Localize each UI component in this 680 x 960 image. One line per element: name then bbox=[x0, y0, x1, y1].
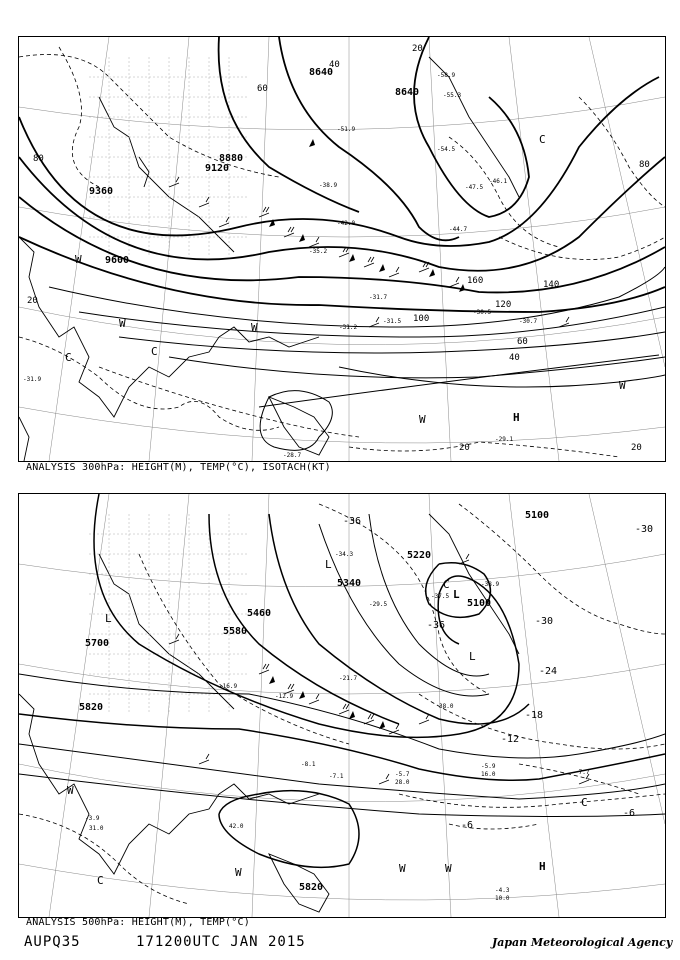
isotherm-label: -24 bbox=[539, 666, 558, 677]
graticule bbox=[19, 37, 665, 461]
height-label: 9360 bbox=[89, 186, 114, 197]
temperature-values bbox=[23, 72, 537, 459]
chart-500hpa bbox=[18, 493, 666, 918]
isotach-label: 80 bbox=[33, 154, 44, 164]
isotherm-label: -30 bbox=[635, 524, 654, 535]
warm-center: W bbox=[251, 321, 258, 334]
isotherm-label: -30 bbox=[535, 616, 554, 627]
isotherm-label: -36 bbox=[343, 516, 362, 527]
station-value: -21.7 bbox=[339, 675, 358, 682]
height-label: 5580 bbox=[223, 626, 248, 637]
height-contours-secondary bbox=[19, 514, 665, 817]
cold-center: C bbox=[443, 578, 450, 591]
temp-value: -35.2 bbox=[309, 248, 328, 255]
station-value: -7.7 bbox=[575, 769, 590, 776]
isotachs bbox=[49, 267, 665, 450]
warm-center: W bbox=[445, 862, 452, 875]
height-label: 8640 bbox=[395, 87, 420, 98]
height-label: 8880 bbox=[219, 153, 244, 164]
temp-value: -47.5 bbox=[465, 184, 484, 191]
height-contours bbox=[19, 37, 665, 312]
temp-value: -42.0 bbox=[337, 220, 356, 227]
height-label: 5100 bbox=[525, 510, 550, 521]
height-label: 5700 bbox=[85, 638, 110, 649]
temp-value: -51.9 bbox=[337, 126, 356, 133]
chart-300hpa-caption: ANALYSIS 300hPa: HEIGHT(M), TEMP(°C), ISOTACH(KT) bbox=[26, 462, 331, 473]
station-value: -12.9 bbox=[275, 693, 294, 700]
station-value: -5.9 bbox=[481, 763, 496, 770]
temp-value: -31.7 bbox=[369, 294, 388, 301]
station-value: -34.3 bbox=[335, 551, 354, 558]
height-label: 5340 bbox=[337, 578, 362, 589]
warm-center: W bbox=[399, 862, 406, 875]
low-center: L bbox=[453, 588, 460, 601]
chart-300hpa-map bbox=[19, 37, 665, 461]
station-value: -4.3 bbox=[495, 887, 510, 894]
isotach-label: 60 bbox=[257, 84, 268, 94]
station-value: -29.5 bbox=[369, 601, 388, 608]
station-value: -16.9 bbox=[219, 683, 238, 690]
isotach-label: 100 bbox=[413, 314, 430, 324]
warm-center: W bbox=[119, 317, 126, 330]
isotherm-label: -6 bbox=[623, 808, 636, 819]
cold-center: C bbox=[65, 351, 72, 364]
station-value: 38.0 bbox=[439, 703, 454, 710]
agency-name: Japan Meteorological Agency bbox=[492, 936, 673, 949]
low-center: L bbox=[325, 558, 332, 571]
temp-value: -31.9 bbox=[23, 376, 42, 383]
temp-value: -29.1 bbox=[495, 436, 514, 443]
station-value: -5.7 bbox=[395, 771, 410, 778]
isotach-label: 160 bbox=[467, 276, 484, 286]
isotach-label: 20 bbox=[459, 443, 470, 453]
temp-value: -30.5 bbox=[473, 309, 492, 316]
isotach-label: 60 bbox=[517, 337, 528, 347]
warm-center: W bbox=[619, 379, 626, 392]
isotherms bbox=[19, 504, 665, 904]
station-value: 10.0 bbox=[495, 895, 510, 902]
station-value: -3.9 bbox=[85, 815, 100, 822]
chart-500hpa-map bbox=[19, 494, 665, 917]
height-label: 5220 bbox=[407, 550, 432, 561]
station-value: 31.0 bbox=[89, 825, 104, 832]
station-value: -7.1 bbox=[329, 773, 344, 780]
warm-center: W bbox=[75, 253, 82, 266]
station-value: 28.0 bbox=[395, 779, 410, 786]
wind-barbs bbox=[169, 554, 589, 784]
low-center: L bbox=[105, 612, 112, 625]
isotherm-label: -6 bbox=[461, 820, 474, 831]
temp-value: -31.2 bbox=[339, 324, 358, 331]
cold-center: C bbox=[97, 874, 104, 887]
valid-time: 171200UTC JAN 2015 bbox=[136, 934, 306, 950]
station-value: 42.0 bbox=[229, 823, 244, 830]
isotach-label: 120 bbox=[495, 300, 512, 310]
height-label: 5100 bbox=[467, 598, 492, 609]
warm-center: W bbox=[67, 784, 74, 797]
high-center: H bbox=[539, 860, 546, 873]
station-value: 16.0 bbox=[481, 771, 496, 778]
station-value: -37.5 bbox=[431, 593, 450, 600]
height-label: 8640 bbox=[309, 67, 334, 78]
chart-300hpa bbox=[18, 36, 666, 462]
chart-id: AUPQ35 bbox=[24, 934, 81, 950]
centre-markers bbox=[67, 558, 588, 887]
isotach-label: 140 bbox=[543, 280, 560, 290]
isotach-label: 40 bbox=[329, 60, 340, 70]
height-label: 5460 bbox=[247, 608, 272, 619]
temp-value: -44.7 bbox=[449, 226, 468, 233]
isotach-label: 20 bbox=[631, 443, 642, 453]
temp-value: -58.9 bbox=[437, 72, 456, 79]
isotach-label: 40 bbox=[509, 353, 520, 363]
height-label: 9120 bbox=[205, 163, 230, 174]
cold-center: C bbox=[539, 133, 546, 146]
temp-value: -54.5 bbox=[437, 146, 456, 153]
isotherm-label: -36 bbox=[427, 620, 446, 631]
temp-value: -46.1 bbox=[489, 178, 508, 185]
coastlines bbox=[19, 57, 519, 461]
isotach-label: 20 bbox=[412, 44, 423, 54]
height-label: 5820 bbox=[299, 882, 324, 893]
cold-center: C bbox=[581, 796, 588, 809]
height-label: 9600 bbox=[105, 255, 130, 266]
isotach-label: 80 bbox=[639, 160, 650, 170]
station-value: -38.9 bbox=[481, 581, 500, 588]
station-value: -8.1 bbox=[301, 761, 316, 768]
warm-center: W bbox=[235, 866, 242, 879]
high-center: H bbox=[513, 411, 520, 424]
chart-500hpa-caption: ANALYSIS 500hPa: HEIGHT(M), TEMP(°C) bbox=[26, 917, 250, 928]
height-labels bbox=[79, 510, 549, 893]
isotach-labels bbox=[27, 44, 650, 453]
temp-value: -38.9 bbox=[319, 182, 338, 189]
isotherm-label: -18 bbox=[525, 710, 544, 721]
isotach-label: 20 bbox=[27, 296, 38, 306]
temp-value: -31.5 bbox=[383, 318, 402, 325]
warm-center: W bbox=[419, 413, 426, 426]
temp-value: -55.3 bbox=[443, 92, 462, 99]
temp-value: -30.7 bbox=[519, 318, 538, 325]
isotherm-label: -12 bbox=[501, 734, 520, 745]
low-center: L bbox=[469, 650, 476, 663]
cold-center: C bbox=[151, 345, 158, 358]
height-label: 5820 bbox=[79, 702, 104, 713]
temp-value: -28.7 bbox=[283, 452, 302, 459]
